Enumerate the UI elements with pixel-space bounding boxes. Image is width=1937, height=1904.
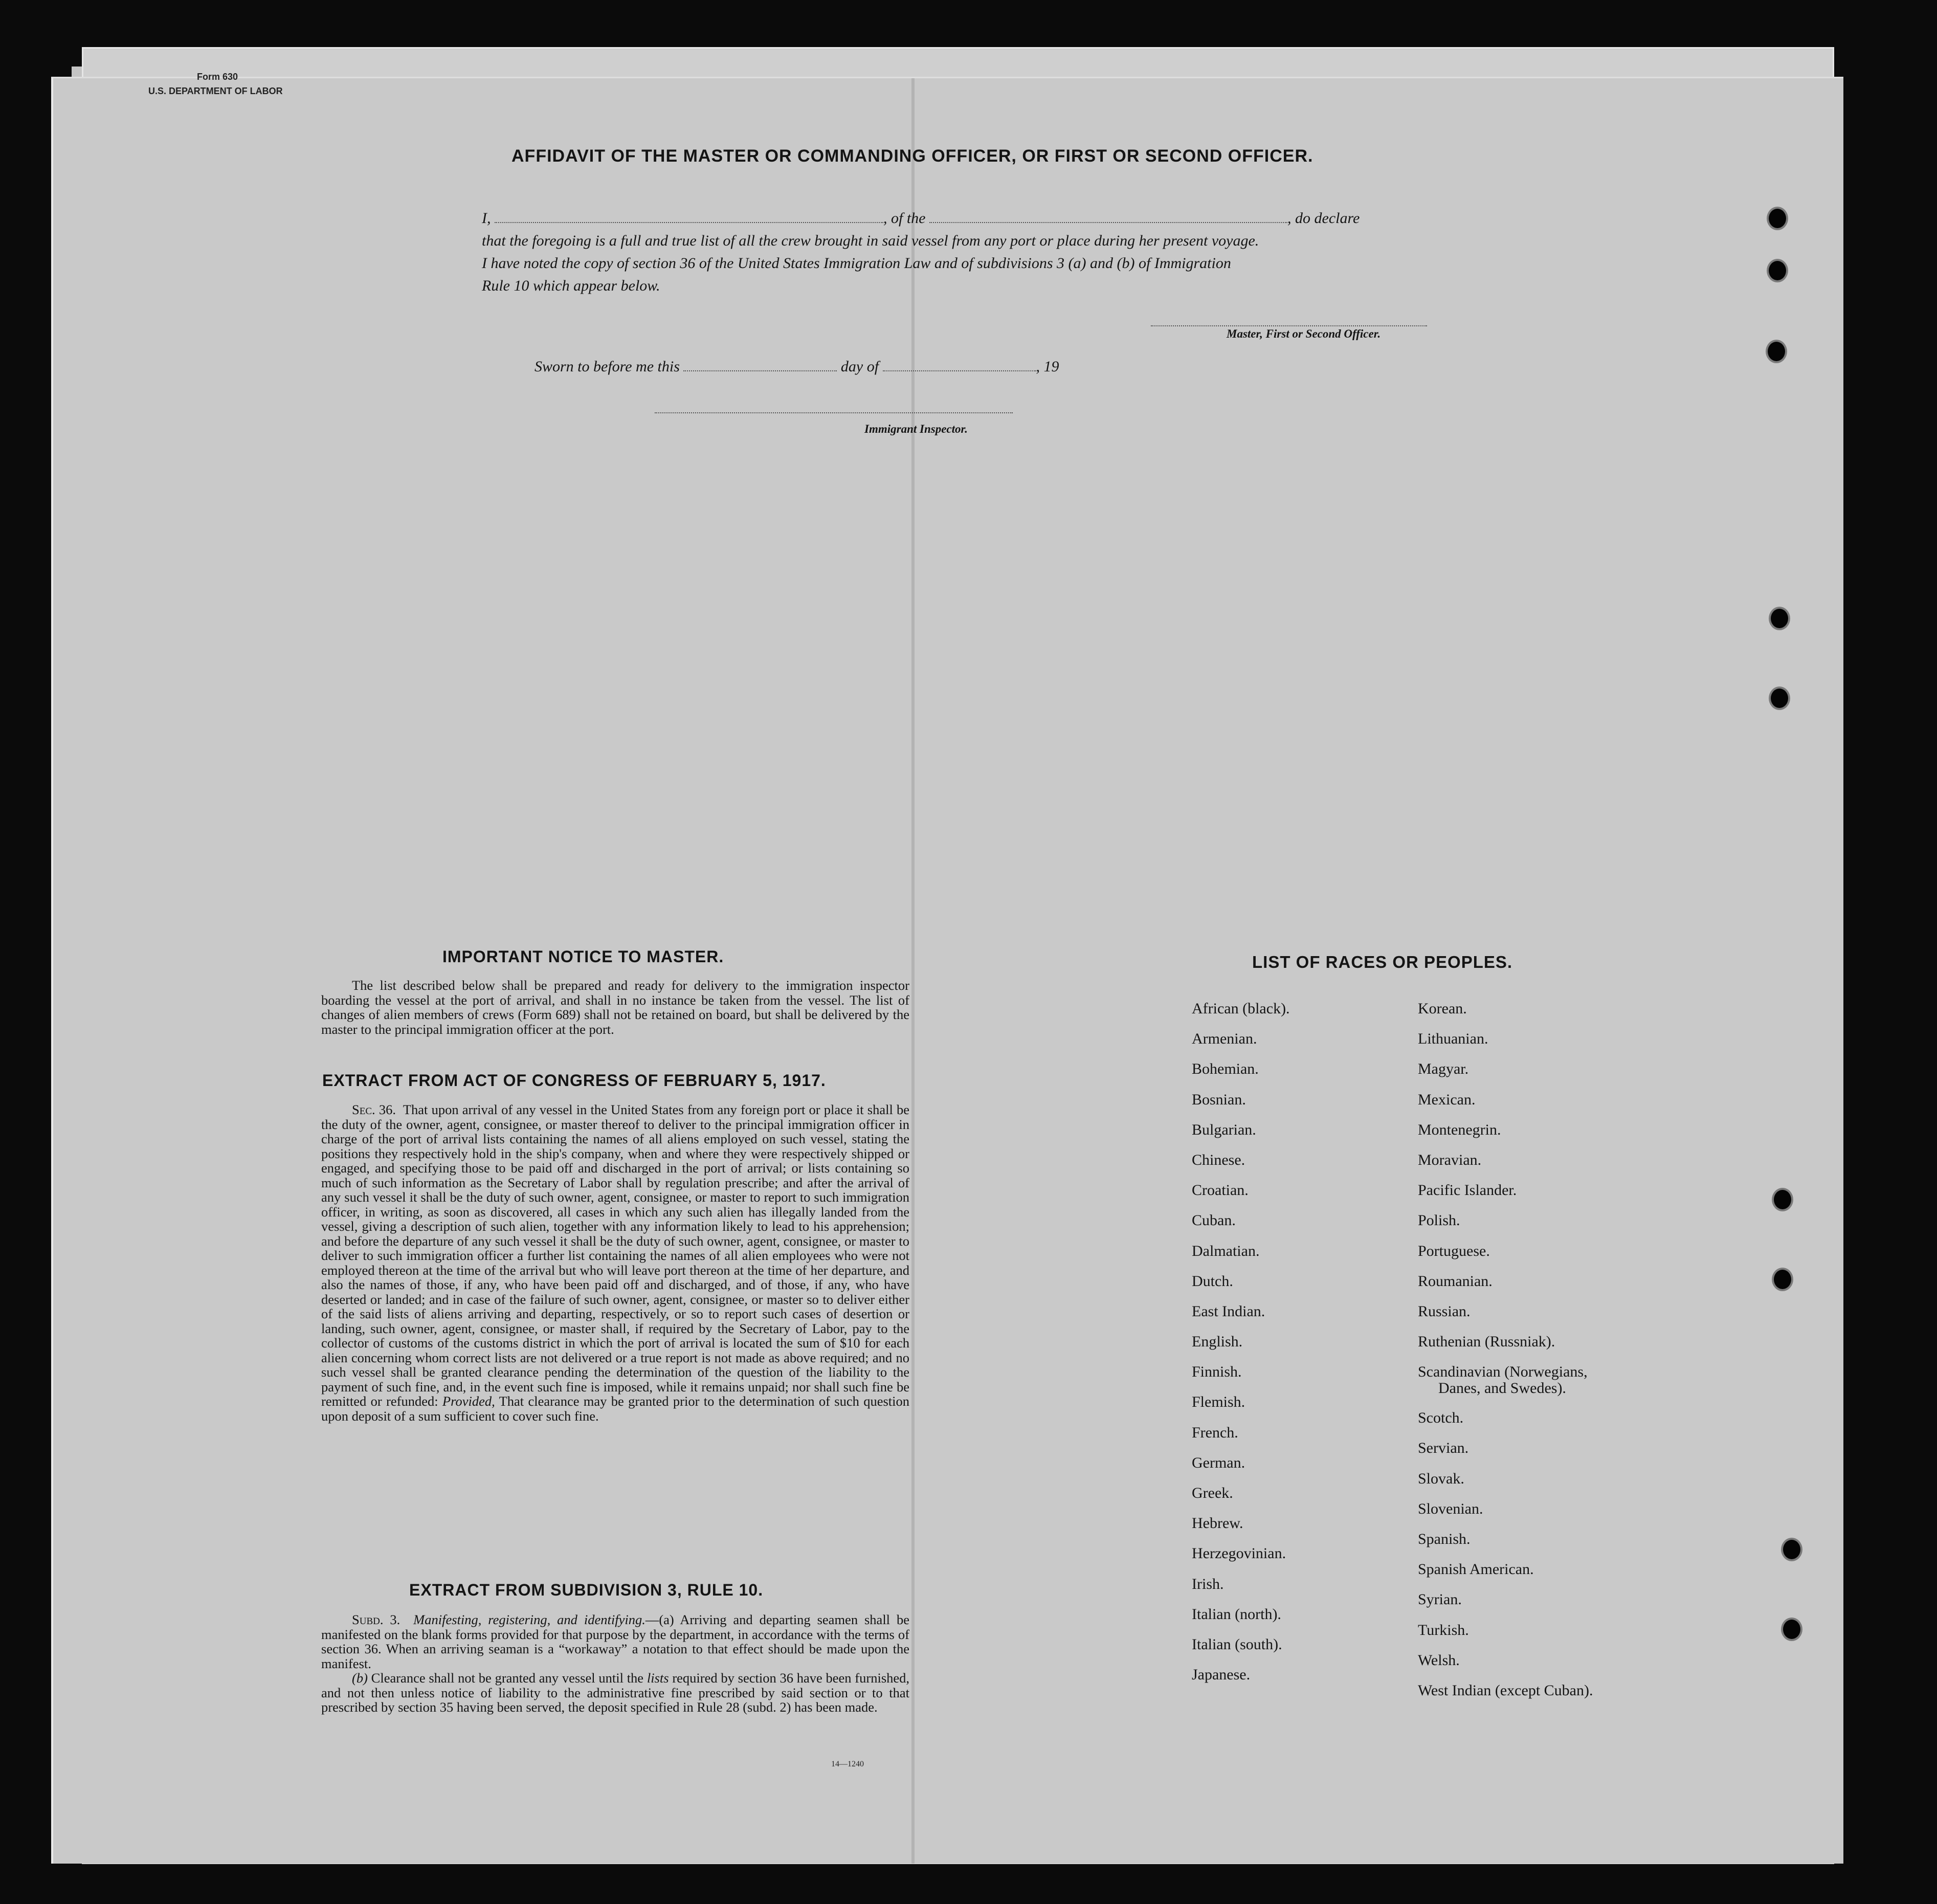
notice-text: The list described below shall be prepared and ready for delivery to the immigration inspector boarding the vessel at the port of arrival, and shall in no instance be taken from the vessel. The list of changes of alien members of crews (Form 689) shall not be retained on board, but shall be delivered by the master to the principal immigration officer at the port. xyxy=(321,978,909,1037)
binder-hole xyxy=(1771,689,1788,708)
race-item: Lithuanian. xyxy=(1418,1030,1488,1048)
race-item: Greek. xyxy=(1192,1485,1233,1501)
rule-title: EXTRACT FROM SUBDIVISION 3, RULE 10. xyxy=(409,1581,764,1599)
sworn-month-field[interactable] xyxy=(883,370,1036,371)
form-department: U.S. DEPARTMENT OF LABOR xyxy=(148,86,283,96)
binder-hole xyxy=(1769,261,1786,280)
affidavit-i: I, xyxy=(482,210,491,227)
act-title: EXTRACT FROM ACT OF CONGRESS OF FEBRUARY 5, 1917. xyxy=(322,1071,826,1090)
vessel-field[interactable] xyxy=(929,222,1287,223)
race-item: Pacific Islander. xyxy=(1418,1182,1517,1199)
affidavit-of-the: , of the xyxy=(883,210,926,227)
race-item: Bosnian. xyxy=(1192,1091,1246,1108)
affidavit-line-3: I have noted the copy of section 36 of the United States Immigration Law and of subdivisions 3 (a) and (b) of Immigration xyxy=(482,255,1231,272)
race-item: Polish. xyxy=(1418,1212,1460,1229)
race-item: Spanish American. xyxy=(1418,1561,1534,1578)
affidavit-line-4: Rule 10 which appear below. xyxy=(482,277,660,294)
binder-hole xyxy=(1768,342,1785,361)
rule-paragraph xyxy=(321,1612,909,1715)
name-field[interactable] xyxy=(495,222,883,223)
binder-hole xyxy=(1774,1190,1791,1209)
race-item: Russian. xyxy=(1418,1302,1471,1320)
master-label: Master, First or Second Officer. xyxy=(1227,327,1381,340)
form-number: Form 630 xyxy=(197,72,238,82)
race-item: Dalmatian. xyxy=(1192,1242,1260,1259)
race-item: Bulgarian. xyxy=(1192,1121,1256,1138)
affidavit-declare: , do declare xyxy=(1287,210,1360,227)
race-item: French. xyxy=(1192,1424,1238,1441)
race-item: Dutch. xyxy=(1192,1272,1233,1290)
act-paragraph xyxy=(321,1102,909,1423)
binder-hole xyxy=(1783,1620,1800,1639)
race-item: Montenegrin. xyxy=(1418,1121,1501,1138)
binder-hole xyxy=(1774,1270,1791,1289)
rule-b-label: (b) xyxy=(352,1670,368,1686)
binder-hole xyxy=(1769,209,1786,228)
race-item: Slovenian. xyxy=(1418,1500,1483,1517)
binder-hole xyxy=(1771,609,1788,628)
race-item: English. xyxy=(1192,1333,1243,1350)
rule-a-text: Arriving and departing seamen shall be manifested on the blank forms provided for that purpose by the department, in accordance with the terms of section 36. When an arriving seaman is a “workaway” a notation to that effect should be made upon the manifest. xyxy=(321,1612,909,1671)
affidavit-line-1 xyxy=(482,210,1360,227)
rule-heading: Manifesting, registering, and identifying. xyxy=(413,1612,645,1627)
rule-subd: Subd. 3. xyxy=(352,1612,400,1627)
race-item: Hebrew. xyxy=(1192,1515,1243,1532)
act-provided: Provided, xyxy=(442,1393,495,1409)
rule-b-lists: lists xyxy=(647,1670,669,1686)
race-item: Spanish. xyxy=(1418,1531,1471,1547)
affidavit-line-2: that the foregoing is a full and true list of all the crew brought in said vessel from any port or place during her present voyage. xyxy=(482,232,1259,249)
sworn-text: Sworn to before me this xyxy=(535,358,680,375)
binder-hole xyxy=(1783,1540,1800,1559)
race-item: Scandinavian (Norwegians, xyxy=(1418,1363,1588,1381)
rule-b-text-b: required by section 36 have been furnished, and not then unless notice of liability to the administrative fine prescribed by said section or to that prescribed by section 35 having been served, the deposit specified in Rule 28 (subd. 2) has been made. xyxy=(321,1670,910,1715)
race-item: Finnish. xyxy=(1192,1363,1242,1381)
race-item: Danes, and Swedes). xyxy=(1438,1380,1566,1397)
race-item: Bohemian. xyxy=(1192,1060,1259,1078)
race-item: Servian. xyxy=(1418,1440,1469,1457)
race-item: Cuban. xyxy=(1192,1212,1236,1229)
race-item: Moravian. xyxy=(1418,1151,1482,1168)
race-item: Magyar. xyxy=(1418,1060,1469,1078)
race-item: Japanese. xyxy=(1192,1666,1251,1684)
race-item: Flemish. xyxy=(1192,1393,1245,1411)
sworn-day-field[interactable] xyxy=(683,370,837,371)
race-item: Armenian. xyxy=(1192,1030,1257,1048)
race-item: Croatian. xyxy=(1192,1182,1249,1199)
race-item: Korean. xyxy=(1418,1000,1467,1017)
races-column-1 xyxy=(1192,1001,1290,1697)
race-item: German. xyxy=(1192,1454,1245,1471)
inspector-signature-line[interactable] xyxy=(655,412,1013,413)
race-item: Italian (south). xyxy=(1192,1635,1282,1653)
race-item: Mexican. xyxy=(1418,1091,1476,1108)
race-item: Chinese. xyxy=(1192,1151,1245,1168)
print-code: 14—1240 xyxy=(831,1760,864,1768)
races-column-2 xyxy=(1418,1001,1593,1713)
act-section: Sec. 36. xyxy=(352,1102,396,1117)
master-signature-line[interactable] xyxy=(1151,325,1427,326)
race-item: Italian (north). xyxy=(1192,1605,1281,1623)
race-item: Herzegovinian. xyxy=(1192,1545,1286,1562)
notice-title: IMPORTANT NOTICE TO MASTER. xyxy=(442,947,724,966)
day-of-text: day of xyxy=(840,358,879,375)
race-item: Ruthenian (Russniak). xyxy=(1418,1333,1555,1350)
sworn-line xyxy=(535,358,1059,375)
race-item: African (black). xyxy=(1192,1000,1290,1017)
affidavit-title: AFFIDAVIT OF THE MASTER OR COMMANDING OFFICER, OR FIRST OR SECOND OFFICER. xyxy=(511,146,1313,166)
race-item: East Indian. xyxy=(1192,1302,1265,1320)
race-item: Portuguese. xyxy=(1418,1242,1490,1259)
races-title: LIST OF RACES OR PEOPLES. xyxy=(1252,953,1513,971)
race-item: Slovak. xyxy=(1418,1470,1464,1487)
race-item: Welsh. xyxy=(1418,1651,1460,1669)
rule-a-label: —(a) xyxy=(645,1612,674,1627)
rule-b-text-a: Clearance shall not be granted any vessel until the xyxy=(371,1670,644,1686)
race-item: Turkish. xyxy=(1418,1621,1469,1639)
notice-paragraph xyxy=(321,978,909,1036)
race-item: Roumanian. xyxy=(1418,1272,1493,1290)
year-prefix: , 19 xyxy=(1036,358,1059,375)
race-item: West Indian (except Cuban). xyxy=(1418,1681,1593,1699)
race-item: Syrian. xyxy=(1418,1591,1462,1608)
inspector-label: Immigrant Inspector. xyxy=(864,423,968,435)
race-item: Irish. xyxy=(1192,1575,1224,1592)
act-text-a: That upon arrival of any vessel in the United States from any foreign port or place it shall be the duty of the owner, agent, consignee, or master thereof to deliver to the principal immigration officer in charge of the port of arrival lists containing the names of all aliens employed on such vessel, stating the positions they respectively hold in the ship's company, when and where they were respectively shipped or engaged, and specifying those to be paid off and discharged in the port of arrival; or lists containing so much of such information as the Secretary of Labor shall by regulation prescribe; and after the arrival of any such vessel it shall be the duty of such owner, agent, consignee, or master to report to such immigration officer, in writing, as soon as discovered, all cases in which any such alien has illegally landed from the vessel, giving a description of such alien, together with any information likely to lead to his apprehension; and before the departure of any such vessel it shall be the duty of such owner, agent, consignee, or master to deliver to such immigration officer a further list containing the names of all alien employees who were not employed thereon at the time of the arrival but who will leave port thereon at the time of her departure, and also the names of those, if any, who have been paid off and discharged, and of those, if any, who have deserted or landed; and in case of the failure of such owner, agent, consignee, or master so to deliver either of the said lists of aliens arriving and departing, respectively, or so to report such cases of desertion or landing, such owner, agent, consignee, or master shall, if required by the Secretary of Labor, pay to the collector of customs of the customs district in which the port of arrival is located the sum of $10 for each alien concerning whom correct lists are not delivered or a true report is not made as above required; and no such vessel shall be granted clearance pending the determination of the question of the liability to the payment of such fine, and, in the event such fine is imposed, while it remains unpaid; nor shall such fine be remitted or refunded: xyxy=(321,1102,909,1409)
act-text-b: That clearance may be granted prior to the determination of such question upon deposit of a sum sufficient to cover such fine. xyxy=(321,1393,909,1424)
race-item: Scotch. xyxy=(1418,1409,1464,1427)
page-fold xyxy=(911,78,915,1864)
